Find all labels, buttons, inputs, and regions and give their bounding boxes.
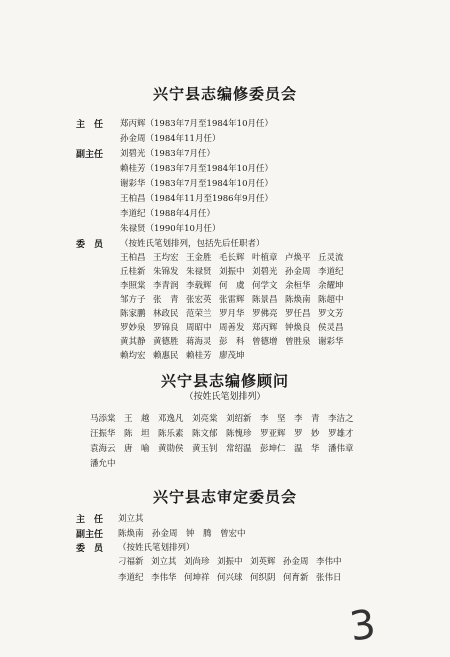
review-member-name: 李伟华 [151,573,177,583]
advisor-name: 李洁之 [328,414,354,424]
committee-member-name: 陈家鹏 [120,309,146,319]
committee-member-name: 罗锦良 [153,323,179,333]
advisor-name: 潘伟章 [328,444,354,454]
advisor-name: 王 越 [124,414,150,424]
committee-member-name: 赖均宏 [120,351,146,361]
committee-member-name: 何 虞 [219,281,245,291]
committee-member-name: 王柏昌 [120,253,146,263]
committee-member-name: 丘桂新 [120,267,146,277]
advisor-name: 陈愧珍 [226,429,252,439]
committee-deputy-5: 李道纪（1988年4月任） [120,209,216,219]
committee-member-name: 孙金周 [285,267,311,277]
committee-deputy-label: 副主任 [76,150,104,160]
committee-member-name: 陈景昌 [252,295,278,305]
review-member-name: 何织阴 [250,573,276,583]
review-member-list [118,555,349,583]
committee-member-name: 张宏英 [186,295,212,305]
committee-member-name: 周昭中 [186,323,212,333]
advisor-name: 马添棠 [90,414,116,424]
committee-member-name: 郑丙辉 [252,323,278,333]
committee-member-name: 谢彩华 [318,337,344,347]
committee-member-name: 李照棠 [120,281,146,291]
committee-member-name: 邹方子 [120,295,146,305]
advisor-name: 黄勋侯 [158,444,184,454]
review-member-name: 刘立其 [151,557,177,567]
advisor-name: 汪振华 [90,429,116,439]
review-title: 兴宁县志审定委员会 [152,488,297,506]
advisor-name: 陈乐素 [158,429,184,439]
committee-deputy-2: 赖桂芳（1983年7月至1984年10月任） [120,164,273,174]
committee-member-label: 委 员 [76,240,104,250]
review-member-name: 刘英辉 [250,557,276,567]
committee-member-name: 李青润 [153,281,179,291]
advisor-name: 刘亮棠 [192,414,218,424]
advisor-name: 邓逸凡 [158,414,184,424]
review-member-name: 刘振中 [217,557,243,567]
committee-member-name: 罗月华 [219,309,245,319]
committee-member-name: 周善发 [219,323,245,333]
committee-member-name: 罗文芳 [318,309,344,319]
advisor-name: 潘允中 [90,459,116,469]
committee-member-name: 张雷辉 [219,295,245,305]
advisor-name: 罗 妙 [294,429,320,439]
advisor-name: 常绍温 [226,444,252,454]
committee-member-name: 彭 科 [219,337,245,347]
review-member-name: 刘尚珍 [184,557,210,567]
committee-member-name: 陈超中 [318,295,344,305]
advisor-name: 陈 坦 [124,429,150,439]
review-member-name: 张伟日 [316,573,342,583]
committee-deputy-6: 朱禄贤（1990年10月任） [120,224,221,234]
advisors-list [90,412,362,469]
committee-member-name: 毛长辉 [219,253,245,263]
committee-member-name: 余耀坤 [318,281,344,291]
committee-member-name: 钟焕良 [285,323,311,333]
committee-member-name: 余桓华 [285,281,311,291]
committee-deputy-3: 谢彩华（1983年7月至1984年10月任） [120,179,273,189]
committee-member-note: （按姓氏笔划排列，包括先后任职者） [120,239,265,249]
committee-member-name: 丘灵流 [318,253,344,263]
advisor-name: 罗雄才 [328,429,354,439]
advisors-note: （按姓氏笔划排列） [184,392,266,402]
advisors-title: 兴宁县志编修顾问 [160,372,289,390]
review-director-label: 主 任 [76,515,104,525]
review-deputy-names: 陈焕南 孙金周 钟 腾 曾宏中 [118,529,246,539]
review-member-name: 何育新 [283,573,309,583]
advisor-name: 李 青 [294,414,320,424]
committee-member-name: 黄其静 [120,337,146,347]
review-deputy-label: 副主任 [76,530,104,540]
committee-member-name: 何学文 [252,281,278,291]
committee-deputy-1: 刘碧光（1983年7月任） [120,149,216,159]
committee-member-name: 叶植章 [252,253,278,263]
committee-member-name: 王金胜 [186,253,212,263]
review-member-name: 何坤祥 [184,573,210,583]
committee-member-name: 张 青 [153,295,179,305]
review-member-note: （按姓氏笔划排列） [118,543,195,553]
advisor-name: 彭坤仁 [260,444,286,454]
committee-member-name: 赖桂芳 [186,351,212,361]
committee-member-name: 林政民 [153,309,179,319]
committee-member-name: 蒋海灵 [186,337,212,347]
committee-title: 兴宁县志编修委员会 [152,85,297,103]
review-member-name: 李伟中 [316,557,342,567]
committee-member-name: 陈焕南 [285,295,311,305]
committee-member-name: 赖惠民 [153,351,179,361]
advisor-name: 袁海云 [90,444,116,454]
advisor-name: 唐 喻 [124,444,150,454]
committee-member-name: 范荣兰 [186,309,212,319]
advisor-name: 陈文郁 [192,429,218,439]
committee-member-name: 黄德胜 [153,337,179,347]
committee-director-label: 主 任 [76,120,104,130]
advisor-name: 李 坚 [260,414,286,424]
committee-member-name: 李载辉 [186,281,212,291]
committee-member-name: 刘振中 [219,267,245,277]
review-member-name: 李道纪 [118,573,144,583]
committee-member-name: 廖茂坤 [219,351,245,361]
committee-member-name: 曾胜泉 [285,337,311,347]
review-director-name: 刘立其 [118,514,144,524]
committee-member-name: 王均宏 [153,253,179,263]
committee-member-name: 罗妙泉 [120,323,146,333]
committee-member-name: 朱锦发 [153,267,179,277]
committee-director-2: 孙金周（1984年11月任） [120,134,221,144]
review-member-name: 孙金周 [283,557,309,567]
committee-member-name: 侯灵昌 [318,323,344,333]
advisor-name: 刘绍新 [226,414,252,424]
handwritten-page-mark: 3 [346,601,379,651]
review-member-name: 何兴球 [217,573,243,583]
advisor-name: 温 华 [294,444,320,454]
committee-member-name: 刘碧光 [252,267,278,277]
committee-director-1: 郑丙辉（1983年7月至1984年10月任） [120,119,273,129]
committee-member-list [120,251,351,361]
committee-member-name: 李道纪 [318,267,344,277]
committee-member-name: 卢焕平 [285,253,311,263]
committee-member-name: 罗佛亮 [252,309,278,319]
committee-member-name: 朱禄贤 [186,267,212,277]
review-member-name: 刁福新 [118,557,144,567]
advisor-name: 黄玉钊 [192,444,218,454]
review-member-label: 委 员 [76,544,104,554]
committee-deputy-4: 王柏昌（1984年11月至1986年9月任） [120,194,273,204]
committee-member-name: 曾德增 [252,337,278,347]
committee-member-name: 罗任昌 [285,309,311,319]
advisor-name: 罗亚辉 [260,429,286,439]
